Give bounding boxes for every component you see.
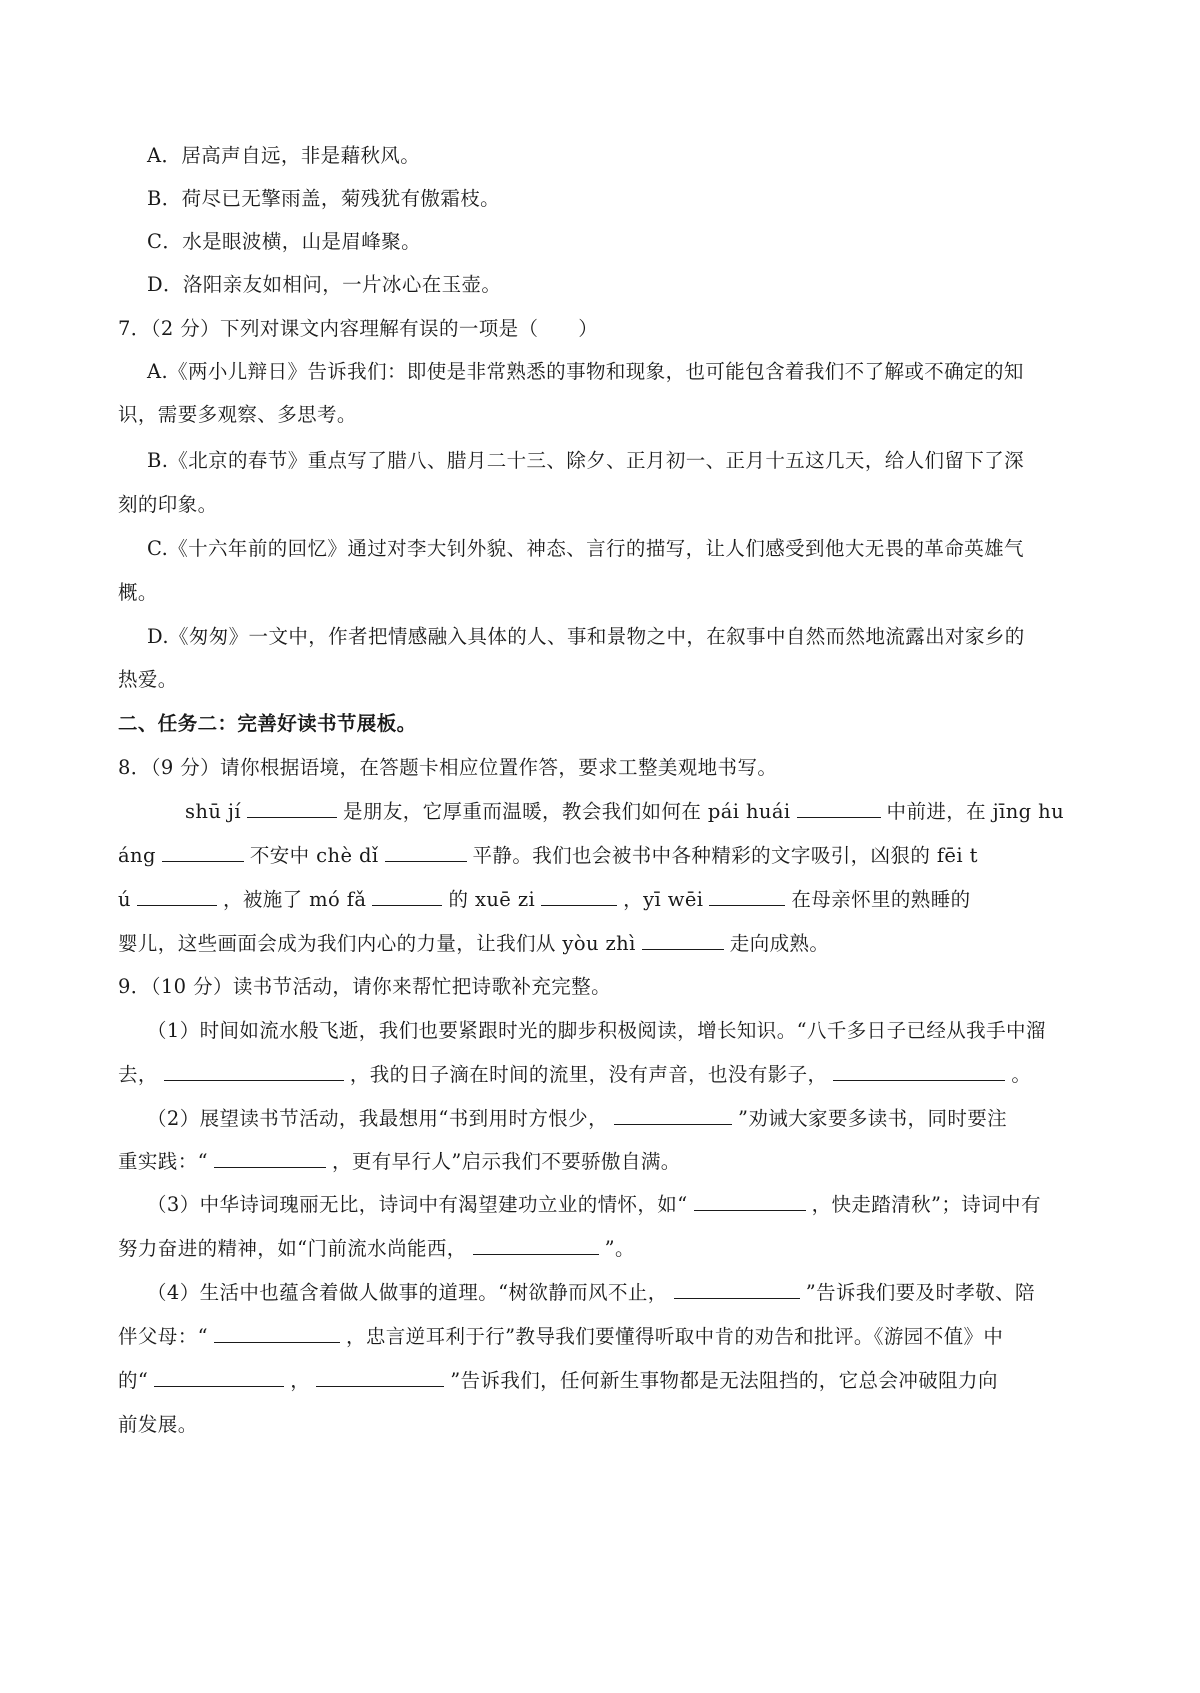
q8-line-4 — [118, 929, 829, 959]
q9-text: ，更有早行人”启示我们不要骄傲自满。 — [331, 1150, 681, 1173]
q8-text: 平静。我们也会被书中各种精彩的文字吸引，凶狠的 fēi t — [472, 844, 978, 867]
section-heading: 二、任务二：完善好读书节展板。 — [118, 712, 417, 735]
q9-text: 努力奋进的精神，如“门前流水尚能西， — [118, 1237, 467, 1260]
answer-blank[interactable] — [674, 1280, 800, 1299]
answer-blank[interactable] — [709, 887, 785, 906]
q9-part-4-cont — [118, 1366, 998, 1396]
q6-option-d: D．洛阳亲友如相问，一片冰心在玉壶。 — [147, 273, 502, 296]
q9-part-4 — [147, 1278, 1035, 1308]
q9-text: 伴父母：“ — [118, 1325, 208, 1348]
answer-blank[interactable] — [797, 799, 881, 818]
q6-option-b: B．荷尽已无擎雨盖，菊残犹有傲霜枝。 — [147, 187, 501, 210]
q8-text: 走向成熟。 — [729, 932, 830, 955]
q8-line-3 — [118, 885, 971, 915]
q6-option-a: A．居高声自远，非是藉秋风。 — [147, 144, 421, 167]
q7-option-b-cont: 刻的印象。 — [118, 493, 218, 516]
q7-option-a-cont: 识，需要多观察、多思考。 — [118, 403, 357, 426]
answer-blank[interactable] — [642, 931, 724, 950]
q9-text: 重实践：“ — [118, 1150, 208, 1173]
q9-part-2-cont — [118, 1147, 681, 1177]
answer-blank[interactable] — [316, 1368, 444, 1387]
q8-text: ，被施了 mó fǎ — [222, 888, 367, 911]
q8-text: 中前进，在 jīng hu — [886, 800, 1065, 823]
q8-text: 的 xuē zi — [448, 888, 536, 911]
q8-text: 在母亲怀里的熟睡的 — [791, 888, 971, 911]
answer-blank[interactable] — [833, 1062, 1005, 1081]
q9-text: （4）生活中也蕴含着做人做事的道理。“树欲静而风不止， — [147, 1281, 668, 1304]
q8-text: 婴儿，这些画面会成为我们内心的力量，让我们从 yòu zhì — [118, 932, 636, 955]
q8-text: ，yī wēi — [623, 888, 704, 911]
q9-stem: 9．（10 分）读书节活动，请你来帮忙把诗歌补充完整。 — [118, 975, 611, 998]
q9-text: ”告诉我们，任何新生事物都是无法阻挡的，它总会冲破阻力向 — [450, 1369, 998, 1392]
q6-option-c: C．水是眼波横，山是眉峰聚。 — [147, 230, 422, 253]
q9-text: 去， — [118, 1063, 158, 1086]
q9-text: ，快走踏清秋”；诗词中有 — [811, 1193, 1041, 1216]
answer-blank[interactable] — [614, 1106, 732, 1125]
q7-option-d-cont: 热爱。 — [118, 668, 178, 691]
answer-blank[interactable] — [214, 1149, 326, 1168]
q9-text: 的“ — [118, 1369, 149, 1392]
q9-text: （3）中华诗词瑰丽无比，诗词中有渴望建功立业的情怀，如“ — [147, 1193, 688, 1216]
q9-text: ”劝诫大家要多读书，同时要注 — [737, 1107, 1008, 1130]
q7-option-c-cont: 概。 — [118, 581, 158, 604]
answer-blank[interactable] — [154, 1368, 284, 1387]
q7-stem: 7．（2 分）下列对课文内容理解有误的一项是（ ） — [118, 317, 599, 340]
answer-blank[interactable] — [473, 1236, 599, 1255]
q9-part-4-end: 前发展。 — [118, 1413, 198, 1436]
q9-part-2 — [147, 1104, 1007, 1134]
q9-part-1: （1）时间如流水般飞逝，我们也要紧跟时光的脚步积极阅读，增长知识。“八千多日子已经从我手中溜 — [147, 1019, 1046, 1042]
q8-stem: 8．（9 分）请你根据语境，在答题卡相应位置作答，要求工整美观地书写。 — [118, 756, 778, 779]
q7-option-d: D.《匆匆》一文中，作者把情感融入具体的人、事和景物之中，在叙事中自然而然地流露出对家乡的 — [147, 625, 1025, 648]
q8-line-1 — [185, 797, 1064, 827]
q9-text: （2）展望读书节活动，我最想用“书到用时方恨少， — [147, 1107, 608, 1130]
q8-text: ú — [118, 888, 131, 911]
answer-blank[interactable] — [162, 843, 244, 862]
q9-part-4-cont — [118, 1322, 1003, 1352]
q9-text: ，忠言逆耳利于行”教导我们要懂得听取中肯的劝告和批评。《游园不值》中 — [345, 1325, 1004, 1348]
answer-blank[interactable] — [385, 843, 467, 862]
answer-blank[interactable] — [247, 799, 337, 818]
q9-text: ， — [290, 1369, 311, 1392]
q8-text: 是朋友，它厚重而温暖，教会我们如何在 pái huái — [343, 800, 791, 823]
answer-blank[interactable] — [214, 1324, 340, 1343]
answer-blank[interactable] — [164, 1062, 344, 1081]
q9-text: ，我的日子滴在时间的流里，没有声音，也没有影子， — [349, 1063, 828, 1086]
q8-text: 不安中 chè dǐ — [249, 844, 379, 867]
q9-text: ”告诉我们要及时孝敬、陪 — [805, 1281, 1035, 1304]
answer-blank[interactable] — [694, 1192, 806, 1211]
q9-part-3 — [147, 1190, 1041, 1220]
q9-part-3-cont — [118, 1234, 635, 1264]
answer-blank[interactable] — [541, 887, 617, 906]
q7-option-a: A.《两小儿辩日》告诉我们：即使是非常熟悉的事物和现象，也可能包含着我们不了解或不确定的知 — [147, 360, 1024, 383]
q7-option-c: C.《十六年前的回忆》通过对李大钊外貌、神态、言行的描写，让人们感受到他大无畏的革命英雄气 — [147, 537, 1024, 560]
q8-text: áng — [118, 844, 156, 867]
q9-text: ”。 — [604, 1237, 635, 1260]
answer-blank[interactable] — [137, 887, 217, 906]
answer-blank[interactable] — [372, 887, 442, 906]
q9-part-1-cont — [118, 1060, 1031, 1090]
q7-option-b: B.《北京的春节》重点写了腊八、腊月二十三、除夕、正月初一、正月十五这几天，给人们留下了深 — [147, 449, 1025, 472]
q9-text: 。 — [1011, 1063, 1032, 1086]
pinyin-shuji: shū jí — [185, 800, 242, 823]
q8-line-2 — [118, 841, 978, 871]
